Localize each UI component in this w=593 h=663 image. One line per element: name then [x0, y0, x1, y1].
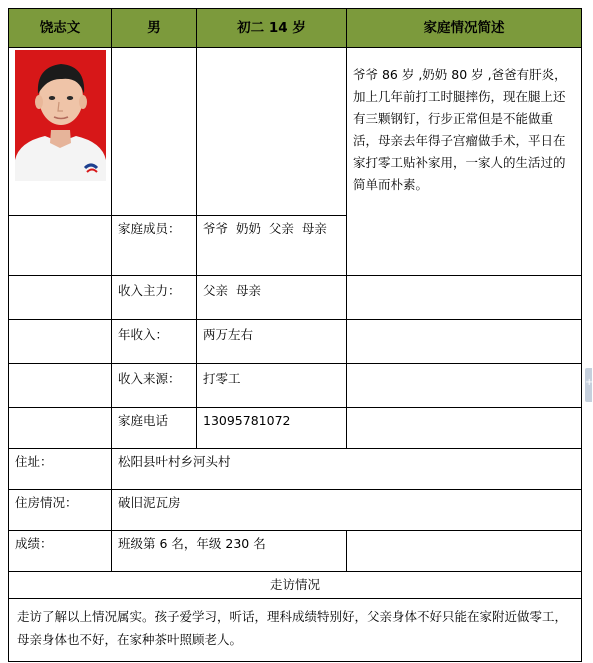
detail-value: 打零工: [197, 364, 347, 408]
grades-row: [9, 531, 582, 572]
detail-row: [9, 276, 582, 320]
student-grade-age: 初二 14 岁: [197, 9, 347, 48]
header-row: [9, 9, 582, 48]
visit-text: 走访了解以上情况属实。孩子爱学习，听话，理科成绩特别好，父亲身体不好只能在家附近做零工，母亲身体也不好，在家种茶叶照顾老人。: [9, 599, 582, 662]
empty-cell: [9, 216, 112, 276]
grades-label: 成绩：: [9, 531, 112, 572]
empty-cell: [347, 320, 582, 364]
visit-title: 走访情况: [9, 572, 582, 599]
housing-row: [9, 490, 582, 531]
empty-cell: [112, 48, 197, 216]
address-row: [9, 449, 582, 490]
detail-label: 家庭成员：: [112, 216, 197, 276]
photo-cell: [9, 48, 112, 216]
empty-cell: [9, 408, 112, 449]
address-value: 松阳县叶村乡河头村: [112, 449, 582, 490]
detail-label: 收入主力：: [112, 276, 197, 320]
empty-cell: [347, 276, 582, 320]
empty-cell: [197, 48, 347, 216]
detail-row: [9, 364, 582, 408]
plus-icon: +: [585, 377, 593, 388]
housing-value: 破旧泥瓦房: [112, 490, 582, 531]
summary-title: 家庭情况简述: [347, 9, 582, 48]
detail-row: [9, 408, 582, 449]
student-info-table: [8, 8, 582, 662]
empty-cell: [9, 320, 112, 364]
visit-body-row: [9, 599, 582, 662]
photo-row: [9, 48, 582, 216]
detail-value: 13095781072: [197, 408, 347, 449]
side-scroll-tab[interactable]: [585, 368, 592, 402]
empty-cell: [347, 408, 582, 449]
detail-value: 两万左右: [197, 320, 347, 364]
grades-value: 班级第 6 名，年级 230 名: [112, 531, 347, 572]
empty-cell: [347, 531, 582, 572]
student-name: 饶志文: [9, 9, 112, 48]
detail-label: 收入来源：: [112, 364, 197, 408]
detail-label: 家庭电话: [112, 408, 197, 449]
detail-value: 爷爷 奶奶 父亲 母亲: [197, 216, 347, 276]
address-label: 住址：: [9, 449, 112, 490]
detail-label: 年收入：: [112, 320, 197, 364]
visit-header-row: [9, 572, 582, 599]
family-summary: 爷爷 86 岁 ,奶奶 80 岁 ,爸爸有肝炎，加上几年前打工时腿摔伤，现在腿上还有三颗钢钉，行步正常但是不能做重活，母亲去年得子宫瘤做手术，平日在家打零工贴补家用，一家人的生活过的简单而朴素。: [347, 48, 582, 276]
empty-cell: [9, 276, 112, 320]
housing-label: 住房情况：: [9, 490, 112, 531]
empty-cell: [347, 364, 582, 408]
student-gender: 男: [112, 9, 197, 48]
detail-value: 父亲 母亲: [197, 276, 347, 320]
student-photo: [15, 50, 106, 181]
empty-cell: [9, 364, 112, 408]
detail-row: [9, 320, 582, 364]
